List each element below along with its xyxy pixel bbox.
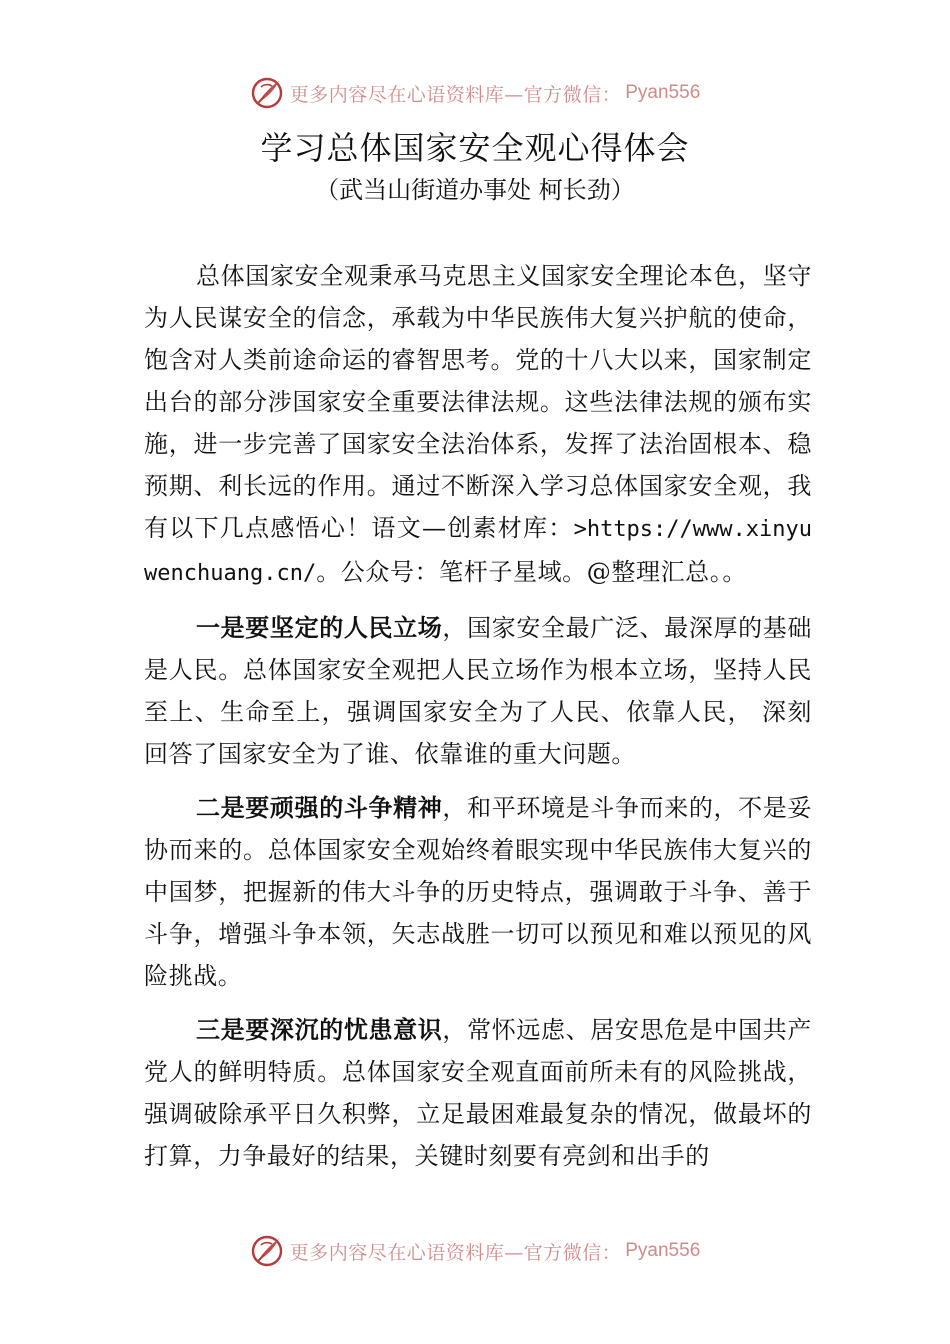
- paragraph-intro-text: 总体国家安全观秉承马克思主义国家安全理论本色，坚守为人民谋安全的信念，承载为中华民族伟大复兴护航的使命，饱含对人类前途命运的睿智思考。党的十八大以来，国家制定出台的部分涉国家安全重要法律法规。这些法律法规的颁布实施，进一步完善了国家安全法治体系，发挥了法治固根本、稳预期、利长远的作用。通过不断深入学习总体国家安全观，我有以下几点感悟心！语文—创素材库：: [144, 262, 812, 542]
- paragraph-point-1: [144, 607, 812, 775]
- document-body: [144, 255, 812, 1189]
- point-2-heading: 二是要顽强的斗争精神: [196, 794, 443, 822]
- header-watermark: [0, 73, 950, 113]
- document-subtitle: （武当山街道办事处 柯长劲）: [315, 176, 635, 204]
- source-url: >https://www.xinyuwenchuang.cn/: [144, 517, 812, 586]
- point-3-heading: 三是要深沉的忧患意识: [196, 1016, 443, 1044]
- paragraph-intro-tail: 。公众号：笔杆子星域。@整理汇总。。: [316, 558, 747, 586]
- point-2-text: ，和平环境是斗争而来的，不是妥协而来的。总体国家安全观始终着眼实现中华民族伟大复兴的中国梦，把握新的伟大斗争的历史特点，强调敢于斗争、善于斗争，增强斗争本领，矢志战胜一切可以预见和难以预见的风险挑战。: [144, 794, 813, 990]
- point-1-text: ，国家安全最广泛、最深厚的基础是人民。总体国家安全观把人民立场作为根本立场，坚持人民至上、生命至上，强调国家安全为了人民、依靠人民， 深刻回答了国家安全为了谁、依靠谁的重大问题。: [144, 614, 813, 768]
- footer-watermark: [0, 1231, 950, 1271]
- paragraph-point-2: [144, 787, 812, 997]
- quill-logo-icon: [250, 1234, 284, 1268]
- watermark-text: 更多内容尽在心语资料库—官方微信：: [289, 83, 622, 106]
- watermark-wechat-id: Pyan556: [625, 1240, 701, 1261]
- quill-logo-icon: [250, 76, 284, 110]
- paragraph-point-3: [144, 1009, 812, 1177]
- point-1-heading: 一是要坚定的人民立场: [196, 614, 443, 642]
- document-title: 学习总体国家安全观心得体会: [260, 129, 690, 167]
- watermark-text: 更多内容尽在心语资料库—官方微信：: [289, 1241, 622, 1264]
- watermark-wechat-id: Pyan556: [625, 82, 701, 103]
- paragraph-intro: [144, 255, 812, 595]
- point-3-text: ，常怀远虑、居安思危是中国共产党人的鲜明特质。总体国家安全观直面前所未有的风险挑战，强调破除承平日久积弊，立足最困难最复杂的情况，做最坏的打算，力争最好的结果，关键时刻要有亮剑和出手的: [144, 1016, 813, 1170]
